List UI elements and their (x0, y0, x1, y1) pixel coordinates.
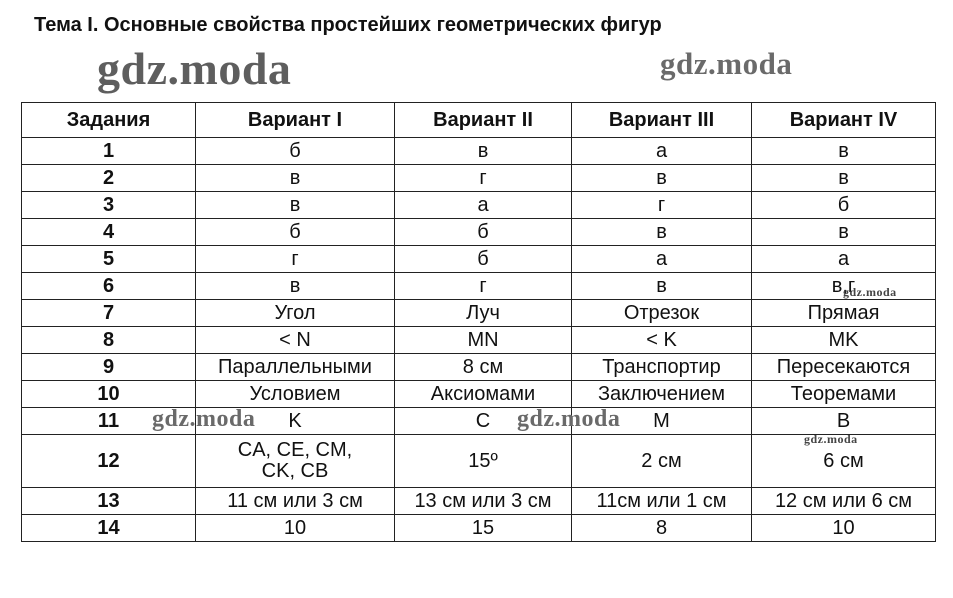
answer-cell-variant-3: а (572, 138, 752, 165)
answer-cell-variant-1: б (196, 219, 395, 246)
answer-cell-variant-1: Параллельными (196, 354, 395, 381)
answer-cell-variant-4: 6 см (752, 435, 936, 488)
table-row (22, 435, 936, 488)
answer-cell-variant-3: 2 см (572, 435, 752, 488)
header-task: Задания (22, 103, 196, 138)
answer-cell-variant-1: Условием (196, 381, 395, 408)
answer-cell-variant-1: CA, CE, CM, CK, CB (196, 435, 395, 488)
header-variant-3: Вариант III (572, 103, 752, 138)
answer-cell-variant-4: в (752, 165, 936, 192)
answer-cell-variant-2: б (395, 246, 572, 273)
answer-cell-variant-1: в (196, 165, 395, 192)
table-row (22, 219, 936, 246)
answer-cell-variant-3: Отрезок (572, 300, 752, 327)
answer-cell-variant-1: б (196, 138, 395, 165)
task-number-cell: 9 (22, 354, 196, 381)
table-row (22, 488, 936, 515)
answers-table (21, 102, 936, 542)
table-row (22, 354, 936, 381)
answer-cell-variant-2: б (395, 219, 572, 246)
task-number-cell: 12 (22, 435, 196, 488)
answer-cell-variant-3: а (572, 246, 752, 273)
task-number-cell: 4 (22, 219, 196, 246)
task-number-cell: 11 (22, 408, 196, 435)
answer-cell-variant-1: K (196, 408, 395, 435)
answer-cell-variant-2: C (395, 408, 572, 435)
answer-cell-variant-4: 12 см или 6 см (752, 488, 936, 515)
table-row (22, 381, 936, 408)
answer-cell-variant-2: а (395, 192, 572, 219)
answer-cell-variant-1: в (196, 192, 395, 219)
answer-cell-variant-3: г (572, 192, 752, 219)
answer-cell-variant-2: г (395, 273, 572, 300)
answer-cell-variant-4: в,г (752, 273, 936, 300)
table-row (22, 327, 936, 354)
table-row (22, 273, 936, 300)
page-title: Тема I. Основные свойства простейших геометрических фигур (34, 14, 662, 36)
answer-cell-variant-4: MK (752, 327, 936, 354)
header-variant-2: Вариант II (395, 103, 572, 138)
watermark-logo: gdz.moda (152, 406, 256, 432)
answer-cell-variant-3: < K (572, 327, 752, 354)
task-number-cell: 14 (22, 515, 196, 542)
answer-cell-variant-3: Заключением (572, 381, 752, 408)
answer-cell-variant-1: в (196, 273, 395, 300)
answer-cell-variant-2: 15º (395, 435, 572, 488)
table-row (22, 515, 936, 542)
task-number-cell: 7 (22, 300, 196, 327)
watermark-logo: gdz.moda (660, 46, 793, 81)
answer-cell-variant-2: Аксиомами (395, 381, 572, 408)
answer-cell-variant-4: б (752, 192, 936, 219)
task-number-cell: 8 (22, 327, 196, 354)
answer-cell-variant-3: в (572, 165, 752, 192)
answer-cell-variant-2: в (395, 138, 572, 165)
task-number-cell: 1 (22, 138, 196, 165)
table-header-row (22, 103, 936, 138)
table-row (22, 246, 936, 273)
watermark-logo: gdz.moda (843, 285, 897, 299)
task-number-cell: 5 (22, 246, 196, 273)
answer-cell-variant-3: 8 (572, 515, 752, 542)
table-row (22, 165, 936, 192)
answer-cell-variant-3: Транспортир (572, 354, 752, 381)
answer-cell-variant-3: M (572, 408, 752, 435)
answer-cell-variant-1: 11 см или 3 см (196, 488, 395, 515)
answer-cell-variant-2: MN (395, 327, 572, 354)
answer-cell-variant-1: Угол (196, 300, 395, 327)
table-row (22, 192, 936, 219)
answer-cell-variant-1: 10 (196, 515, 395, 542)
watermark-logo: gdz.moda (517, 406, 621, 432)
answer-cell-variant-4: B (752, 408, 936, 435)
answer-cell-variant-2: 8 см (395, 354, 572, 381)
task-number-cell: 13 (22, 488, 196, 515)
answer-cell-variant-4: в (752, 138, 936, 165)
answer-cell-variant-1: < N (196, 327, 395, 354)
answer-cell-variant-4: Пересекаются (752, 354, 936, 381)
watermark-logo: gdz.moda (97, 43, 292, 94)
task-number-cell: 2 (22, 165, 196, 192)
answer-cell-variant-4: Прямая (752, 300, 936, 327)
answer-cell-variant-3: 11см или 1 см (572, 488, 752, 515)
answer-cell-variant-4: 10 (752, 515, 936, 542)
answer-cell-variant-2: 15 (395, 515, 572, 542)
task-number-cell: 3 (22, 192, 196, 219)
header-variant-4: Вариант IV (752, 103, 936, 138)
answer-cell-variant-1: г (196, 246, 395, 273)
table-row (22, 300, 936, 327)
answer-cell-variant-2: г (395, 165, 572, 192)
answer-cell-variant-3: в (572, 219, 752, 246)
answer-cell-variant-4: Теоремами (752, 381, 936, 408)
table-row (22, 138, 936, 165)
answer-cell-variant-3: в (572, 273, 752, 300)
watermark-logo: gdz.moda (804, 432, 858, 446)
task-number-cell: 10 (22, 381, 196, 408)
header-variant-1: Вариант I (196, 103, 395, 138)
answer-cell-variant-2: Луч (395, 300, 572, 327)
task-number-cell: 6 (22, 273, 196, 300)
answer-cell-variant-4: в (752, 219, 936, 246)
answer-cell-variant-4: а (752, 246, 936, 273)
answer-cell-variant-2: 13 см или 3 см (395, 488, 572, 515)
